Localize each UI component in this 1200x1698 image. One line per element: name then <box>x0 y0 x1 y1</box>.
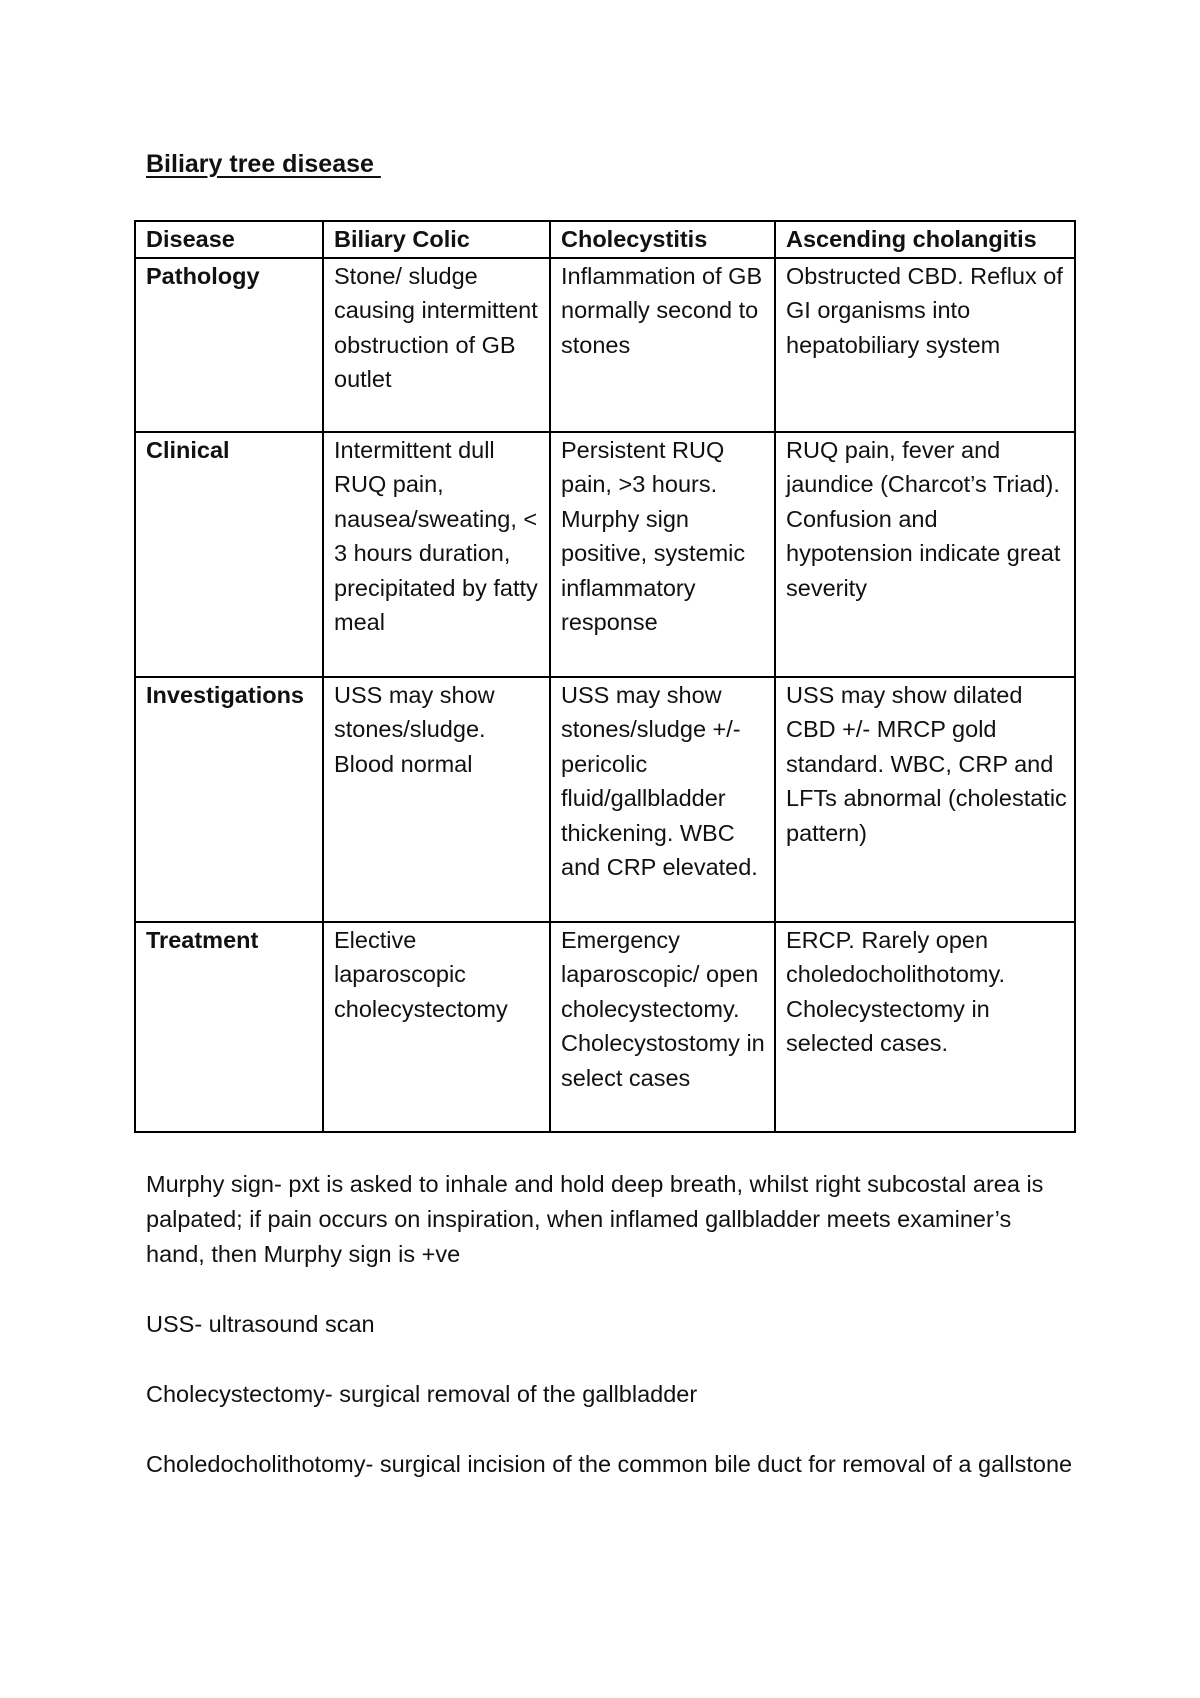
definitions-notes <box>146 1167 1076 1517</box>
cell-pathology-biliary-colic: Stone/ sludge causing intermittent obstruction of GB outlet <box>323 258 550 432</box>
table-row-clinical <box>135 432 1075 677</box>
table-header-row <box>135 221 1075 258</box>
note-cholecystectomy: Cholecystectomy- surgical removal of the gallbladder <box>146 1381 698 1407</box>
cell-pathology-cholecystitis: Inflammation of GB normally second to stones <box>550 258 775 432</box>
table-row-pathology <box>135 258 1075 432</box>
column-header-ascending-cholangitis: Ascending cholangitis <box>775 221 1075 258</box>
cell-treatment-biliary-colic: Elective laparoscopic cholecystectomy <box>323 922 550 1132</box>
page-title: Biliary tree disease <box>146 150 381 178</box>
cell-treatment-cholecystitis: Emergency laparoscopic/ open cholecystectomy. Cholecystostomy in select cases <box>550 922 775 1132</box>
disease-comparison-table <box>134 220 1076 1133</box>
cell-clinical-biliary-colic: Intermittent dull RUQ pain, nausea/sweating, < 3 hours duration, precipitated by fatty meal <box>323 432 550 677</box>
row-header-treatment: Treatment <box>135 922 323 1132</box>
note-choledocholithotomy: Choledocholithotomy- surgical incision of the common bile duct for removal of a gallstone <box>146 1451 1073 1477</box>
cell-investigations-ascending-cholangitis: USS may show dilated CBD +/- MRCP gold standard. WBC, CRP and LFTs abnormal (cholestatic pattern) <box>775 677 1075 922</box>
column-header-cholecystitis: Cholecystitis <box>550 221 775 258</box>
row-header-clinical: Clinical <box>135 432 323 677</box>
cell-investigations-cholecystitis: USS may show stones/sludge +/- pericolic fluid/gallbladder thickening. WBC and CRP elevated. <box>550 677 775 922</box>
table-row-investigations <box>135 677 1075 922</box>
row-header-pathology: Pathology <box>135 258 323 432</box>
row-header-investigations: Investigations <box>135 677 323 922</box>
note-uss: USS- ultrasound scan <box>146 1311 375 1337</box>
cell-clinical-ascending-cholangitis: RUQ pain, fever and jaundice (Charcot’s Triad). Confusion and hypotension indicate great severity <box>775 432 1075 677</box>
note-murphy-sign: Murphy sign- pxt is asked to inhale and hold deep breath, whilst right subcostal area is palpated; if pain occurs on inspiration, when inflamed gallbladder meets examiner’s hand, then Murphy sign is +ve <box>146 1171 1044 1267</box>
cell-treatment-ascending-cholangitis: ERCP. Rarely open choledocholithotomy. Cholecystectomy in selected cases. <box>775 922 1075 1132</box>
column-header-disease: Disease <box>135 221 323 258</box>
cell-investigations-biliary-colic: USS may show stones/sludge. Blood normal <box>323 677 550 922</box>
table-row-treatment <box>135 922 1075 1132</box>
cell-clinical-cholecystitis: Persistent RUQ pain, >3 hours. Murphy sign positive, systemic inflammatory response <box>550 432 775 677</box>
cell-pathology-ascending-cholangitis: Obstructed CBD. Reflux of GI organisms into hepatobiliary system <box>775 258 1075 432</box>
column-header-biliary-colic: Biliary Colic <box>323 221 550 258</box>
